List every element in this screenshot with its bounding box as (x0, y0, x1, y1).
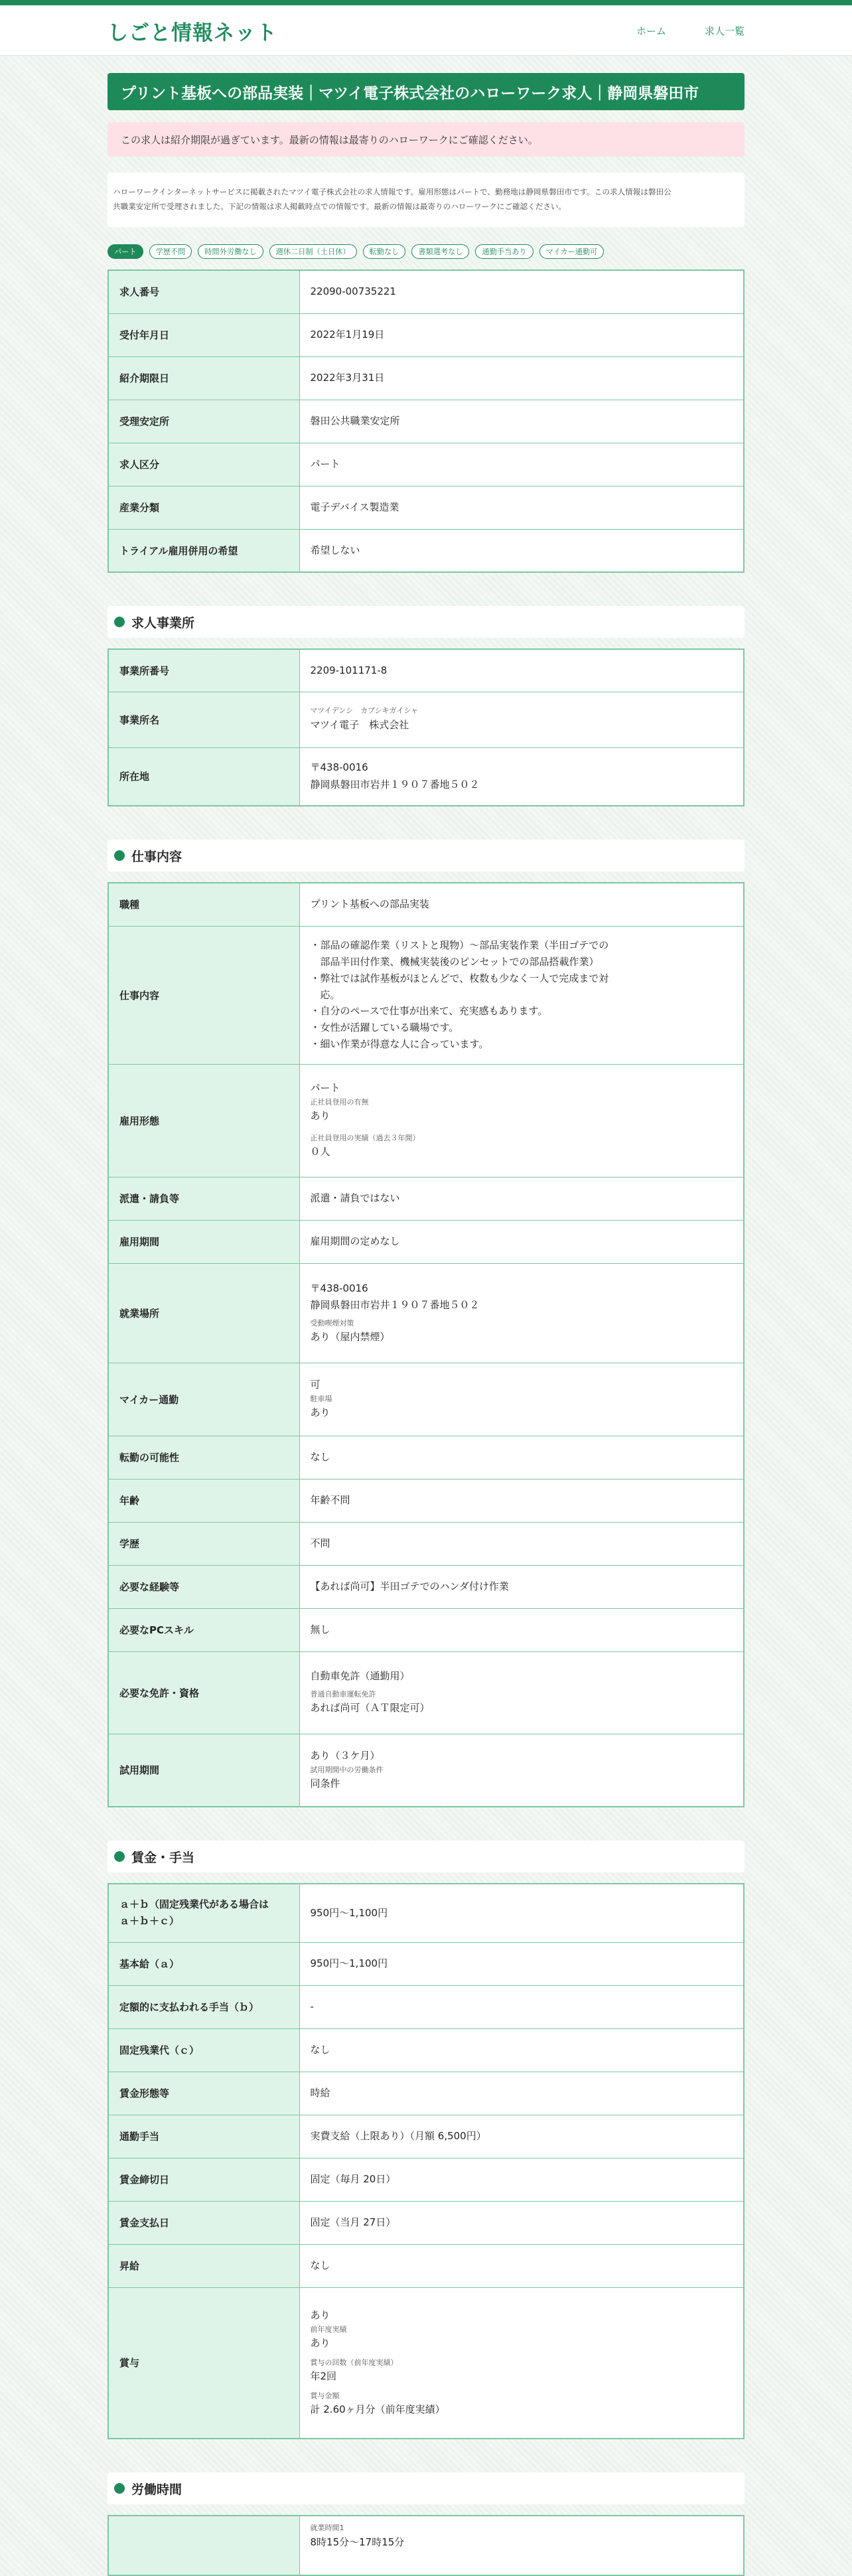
row-value: 年齢不問 (299, 1479, 744, 1522)
table-row (108, 926, 744, 1064)
row-value (299, 926, 744, 1064)
table-row (108, 400, 744, 443)
section-title: 労働時間 (131, 2482, 182, 2497)
row-value: パート (299, 443, 744, 486)
table-row (108, 1064, 744, 1177)
row-value (299, 1064, 744, 1177)
content-line: 応。 (310, 988, 340, 1001)
tag-two-days-off[interactable]: 週休二日制（土日休） (269, 244, 357, 259)
table-row (108, 2072, 744, 2115)
row-value: なし (299, 2244, 744, 2287)
row-label: 雇用期間 (108, 1220, 299, 1263)
row-label: 通勤手当 (108, 2115, 299, 2158)
office-table (107, 648, 745, 806)
bonus-amount: 計 2.60ヶ月分（前年度実績） (310, 2403, 445, 2416)
row-value: 2022年3月31日 (299, 356, 744, 400)
content-line: 部品半田付作業、機械実装後のピンセットでの部品搭載作業） (310, 956, 599, 968)
sub-label: 前年度実績 (310, 2324, 347, 2334)
license-detail: あれば尚可（ＡＴ限定可） (310, 1702, 430, 1714)
row-label: 賃金締切日 (108, 2158, 299, 2201)
nav-home-link[interactable]: ホーム (636, 25, 666, 37)
tag-part-time[interactable]: パート (107, 244, 143, 259)
nav-job-list-link[interactable]: 求人一覧 (704, 25, 745, 37)
row-value (299, 1651, 744, 1734)
row-value: 2022年1月19日 (299, 313, 744, 356)
table-row (108, 2516, 744, 2575)
row-label: 賃金形態等 (108, 2072, 299, 2115)
row-label: 必要な免許・資格 (108, 1651, 299, 1734)
row-value (299, 1263, 744, 1363)
section-heading-office (107, 606, 745, 638)
row-value: 【あれば尚可】半田ゴテでのハンダ付け作業 (299, 1565, 744, 1608)
row-value: 実費支給（上限あり）（月額 6,500円） (299, 2115, 744, 2158)
row-value (299, 1363, 744, 1436)
table-row (108, 486, 744, 529)
row-value: 希望しない (299, 529, 744, 572)
row-value: 950円〜1,100円 (299, 1884, 744, 1942)
row-label: 固定残業代（ｃ） (108, 2028, 299, 2072)
table-row (108, 1651, 744, 1734)
trial-period: あり（３ケ月） (310, 1750, 380, 1762)
row-value: 磐田公共職業安定所 (299, 400, 744, 443)
trial-conditions: 同条件 (310, 1778, 340, 1790)
row-value: 22090-00735221 (299, 270, 744, 313)
section-heading-wage (107, 1841, 745, 1872)
table-row (108, 883, 744, 926)
section-dot-icon (114, 2483, 125, 2494)
section-heading-hours (107, 2472, 745, 2504)
table-row (108, 529, 744, 572)
row-label: 昇給 (108, 2244, 299, 2287)
table-row (108, 1608, 744, 1651)
row-label: 職種 (108, 883, 299, 926)
row-value: 時給 (299, 2072, 744, 2115)
row-label: 必要なPCスキル (108, 1608, 299, 1651)
row-label: 就業場所 (108, 1263, 299, 1363)
table-row (108, 1263, 744, 1363)
table-row (108, 1734, 744, 1807)
row-label: 賃金支払日 (108, 2201, 299, 2244)
regular-employment: あり (310, 1110, 330, 1122)
main-content (107, 73, 745, 2576)
row-label: 年齢 (108, 1479, 299, 1522)
site-header (0, 5, 852, 56)
employment-type: パート (310, 1082, 340, 1095)
content-line: ・部品の確認作業（リストと現物）～部品実装作業（半田ゴテでの (310, 939, 609, 952)
table-row (108, 2244, 744, 2287)
parking: あり (310, 1406, 330, 1419)
address: 静岡県磐田市岩井１９０７番地５０２ (310, 778, 480, 791)
row-label: 定額的に支払われる手当（ｂ） (108, 1985, 299, 2028)
row-label: 雇用形態 (108, 1064, 299, 1177)
row-label: 所在地 (108, 747, 299, 806)
bonus-count: 年2回 (310, 2370, 337, 2383)
table-row (108, 747, 744, 806)
description-line: 共職業安定所で受理されました。下記の情報は求人掲載時点での情報です。最新の情報は最寄りのハローワークにご確認ください。 (113, 202, 567, 212)
table-row (108, 1436, 744, 1479)
sub-label: 就業時間1 (310, 2524, 344, 2533)
license: 自動車免許（通勤用） (310, 1670, 410, 1683)
sub-label: 駐車場 (310, 1394, 332, 1403)
row-value: 不問 (299, 1522, 744, 1565)
main-nav (636, 24, 745, 38)
table-row (108, 692, 744, 747)
postal-code: 〒438-0016 (310, 761, 368, 774)
sub-label: 賞与金額 (310, 2391, 340, 2400)
page-title: プリント基板への部品実装｜マツイ電子株式会社のハローワーク求人｜静岡県磐田市 (107, 73, 745, 110)
section-dot-icon (114, 1851, 125, 1862)
row-label: 学歴 (108, 1522, 299, 1565)
row-label: 産業分類 (108, 486, 299, 529)
row-label: 紹介期限日 (108, 356, 299, 400)
section-title: 賃金・手当 (131, 1850, 195, 1865)
label-line: ａ＋ｂ（固定残業代がある場合は (119, 1898, 269, 1910)
tag-commute-allowance[interactable]: 通勤手当あり (475, 244, 533, 259)
office-name: マツイ電子 株式会社 (310, 718, 409, 731)
wage-table (107, 1883, 745, 2439)
tag-car-commute[interactable]: マイカー通勤可 (539, 244, 604, 259)
table-row (108, 356, 744, 400)
table-row (108, 649, 744, 692)
row-label: 求人区分 (108, 443, 299, 486)
table-row (108, 2028, 744, 2072)
row-value (299, 2516, 744, 2575)
row-label: 事業所番号 (108, 649, 299, 692)
row-label (108, 2516, 299, 2575)
table-row (108, 1363, 744, 1436)
row-label: 必要な経験等 (108, 1565, 299, 1608)
row-value: 2209-101171-8 (299, 649, 744, 692)
top-accent-bar (0, 0, 852, 5)
site-logo[interactable]: しごと情報ネット (107, 21, 277, 45)
row-label: 求人番号 (108, 270, 299, 313)
section-dot-icon (114, 850, 125, 861)
expired-notice: この求人は紹介期限が過ぎています。最新の情報は最寄りのハローワークにご確認ください。 (107, 122, 745, 157)
office-name-kana: マツイデンシ カブシキガイシャ (310, 706, 419, 716)
row-label: 受理安定所 (108, 400, 299, 443)
table-row (108, 2201, 744, 2244)
basic-info-table (107, 269, 745, 573)
section-heading-job (107, 840, 745, 871)
table-row (108, 1220, 744, 1263)
table-row (108, 443, 744, 486)
table-row (108, 2287, 744, 2439)
row-label: 基本給（ａ） (108, 1942, 299, 1985)
bonus-last-year: あり (310, 2337, 330, 2350)
row-value: 固定（当月 27日） (299, 2201, 744, 2244)
row-label: 派遣・請負等 (108, 1177, 299, 1220)
label-line: ａ＋ｂ＋ｃ） (119, 1915, 180, 1928)
section-dot-icon (114, 617, 125, 627)
content-line: ・弊社では試作基板がほとんどで、枚数も少なく一人で完成まで対 (310, 972, 609, 984)
row-label: 受付年月日 (108, 313, 299, 356)
work-hours: 8時15分〜17時15分 (310, 2536, 405, 2548)
content-line: ・細い作業が得意な人に合っています。 (310, 1037, 489, 1050)
feature-tags (107, 244, 745, 259)
table-row (108, 1177, 744, 1220)
sub-label: 受動喫煙対策 (310, 1318, 354, 1327)
section-title: 仕事内容 (131, 849, 182, 864)
sub-label: 正社員登用の実績（過去３年間） (310, 1133, 420, 1142)
sub-label: 普通自動車運転免許 (310, 1689, 376, 1699)
row-value: - (299, 1985, 744, 2028)
sub-label: 正社員登用の有無 (310, 1097, 369, 1106)
row-label: 事業所名 (108, 692, 299, 747)
row-label (108, 1884, 299, 1942)
content-line: ・自分のペースで仕事が出来て、充実感もあります。 (310, 1005, 548, 1018)
row-label: 試用期間 (108, 1734, 299, 1807)
table-row (108, 2158, 744, 2201)
row-label: 賞与 (108, 2287, 299, 2439)
row-value: 派遣・請負ではない (299, 1177, 744, 1220)
address: 静岡県磐田市岩井１９０７番地５０２ (310, 1299, 480, 1312)
table-row (108, 1942, 744, 1985)
row-value (299, 692, 744, 747)
tag-no-education[interactable]: 学歴不問 (149, 244, 192, 259)
table-row (108, 1522, 744, 1565)
row-label: 転勤の可能性 (108, 1436, 299, 1479)
row-value: 電子デバイス製造業 (299, 486, 744, 529)
sub-label: 試用期間中の労働条件 (310, 1765, 384, 1774)
row-label: トライアル雇用併用の希望 (108, 529, 299, 572)
row-value: プリント基板への部品実装 (299, 883, 744, 926)
row-label: 仕事内容 (108, 926, 299, 1064)
table-row (108, 1884, 744, 1942)
row-value: なし (299, 2028, 744, 2072)
table-row (108, 1479, 744, 1522)
table-row (108, 2115, 744, 2158)
job-table (107, 882, 745, 1807)
row-value: なし (299, 1436, 744, 1479)
row-value (299, 747, 744, 806)
row-value: 950円〜1,100円 (299, 1942, 744, 1985)
tag-no-screening[interactable]: 書類選考なし (411, 244, 469, 259)
row-value (299, 1734, 744, 1807)
table-row (108, 1565, 744, 1608)
row-value: 雇用期間の定めなし (299, 1220, 744, 1263)
row-label: マイカー通勤 (108, 1363, 299, 1436)
bonus: あり (310, 2309, 330, 2322)
regular-record: ０人 (310, 1146, 330, 1158)
table-row (108, 313, 744, 356)
row-value: 無し (299, 1608, 744, 1651)
description-line: ハローワークインターネットサービスに掲載されたマツイ電子株式会社の求人情報です。雇用形態はパートで、勤務地は静岡県磐田市です。この求人情報は磐田公 (113, 187, 672, 196)
row-value (299, 2287, 744, 2439)
sub-label: 賞与の回数（前年度実績） (310, 2358, 398, 2367)
smoking-policy: あり（屋内禁煙） (310, 1331, 390, 1343)
postal-code: 〒438-0016 (310, 1282, 368, 1294)
hours-table (107, 2515, 745, 2576)
car-commute: 可 (310, 1379, 320, 1391)
tag-no-transfer[interactable]: 転勤なし (363, 244, 406, 259)
table-row (108, 1985, 744, 2028)
row-value: 固定（毎月 20日） (299, 2158, 744, 2201)
job-description (107, 173, 745, 227)
tag-no-overtime[interactable]: 時間外労働なし (198, 244, 263, 259)
table-row (108, 270, 744, 313)
content-line: ・女性が活躍している職場です。 (310, 1022, 459, 1034)
section-title: 求人事業所 (131, 615, 195, 631)
